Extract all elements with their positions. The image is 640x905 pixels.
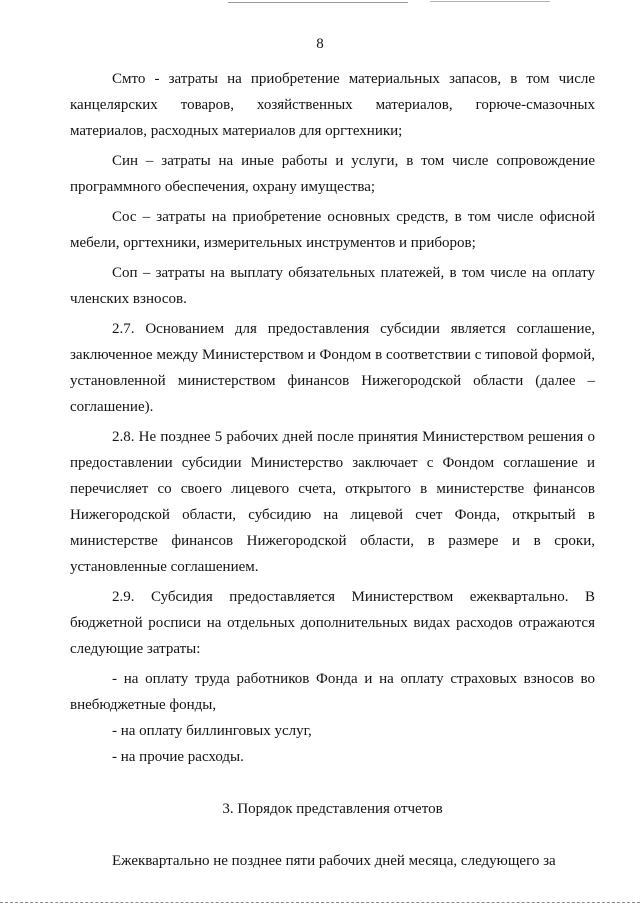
paragraph-sin: Син – затраты на иные работы и услуги, в том числе сопровождение программного обеспечения, охрану имущества;: [70, 153, 595, 195]
list-item-labor: - на оплату труда работников Фонда и на оплату страховых взносов во внебюджетные фонды,: [70, 671, 595, 713]
list-item-other: - на прочие расходы.: [112, 749, 244, 765]
paragraph-sos: Сос – затраты на приобретение основных средств, в том числе офисной мебели, оргтехники, измерительных инструментов и приборов;: [70, 209, 595, 251]
paragraph-sop: Соп – затраты на выплату обязательных платежей, в том числе на оплату членских взносов.: [70, 265, 595, 307]
document-body: [70, 66, 595, 874]
page-number: 8: [316, 36, 324, 52]
paragraph-2-9: 2.9. Субсидия предоставляется Министерством ежеквартально. В бюджетной росписи на отдельных дополнительных видах расходов отражаются следующие затраты:: [70, 589, 595, 657]
list-item-billing: - на оплату биллинговых услуг,: [112, 723, 312, 739]
scan-edge-top: [228, 2, 408, 3]
paragraph-2-8: 2.8. Не позднее 5 рабочих дней после принятия Министерством решения о предоставлении субсидии Министерство заключает с Фондом соглашение и перечисляет со своего лицевого счета, открытого в министерстве финансов Нижегородской области, субсидию на лицевой счет Фонда, открытый в министерстве финансов Нижегородской области, в размере и в сроки, установленные соглашением.: [70, 429, 595, 575]
section-heading: 3. Порядок представления отчетов: [222, 801, 443, 817]
scan-edge-bottom: [0, 902, 640, 904]
paragraph-final: Ежеквартально не позднее пяти рабочих дней месяца, следующего за: [112, 853, 556, 869]
paragraph-smto: Смто - затраты на приобретение материальных запасов, в том числе канцелярских товаров, хозяйственных материалов, горюче-смазочных материалов, расходных материалов для оргтехники;: [70, 71, 595, 139]
scan-edge-top-secondary: [430, 1, 550, 2]
paragraph-2-7: 2.7. Основанием для предоставления субсидии является соглашение, заключенное между Министерством и Фондом в соответствии с типовой формой, установленной министерством финансов Нижегородской области (далее – соглашение).: [70, 321, 595, 415]
